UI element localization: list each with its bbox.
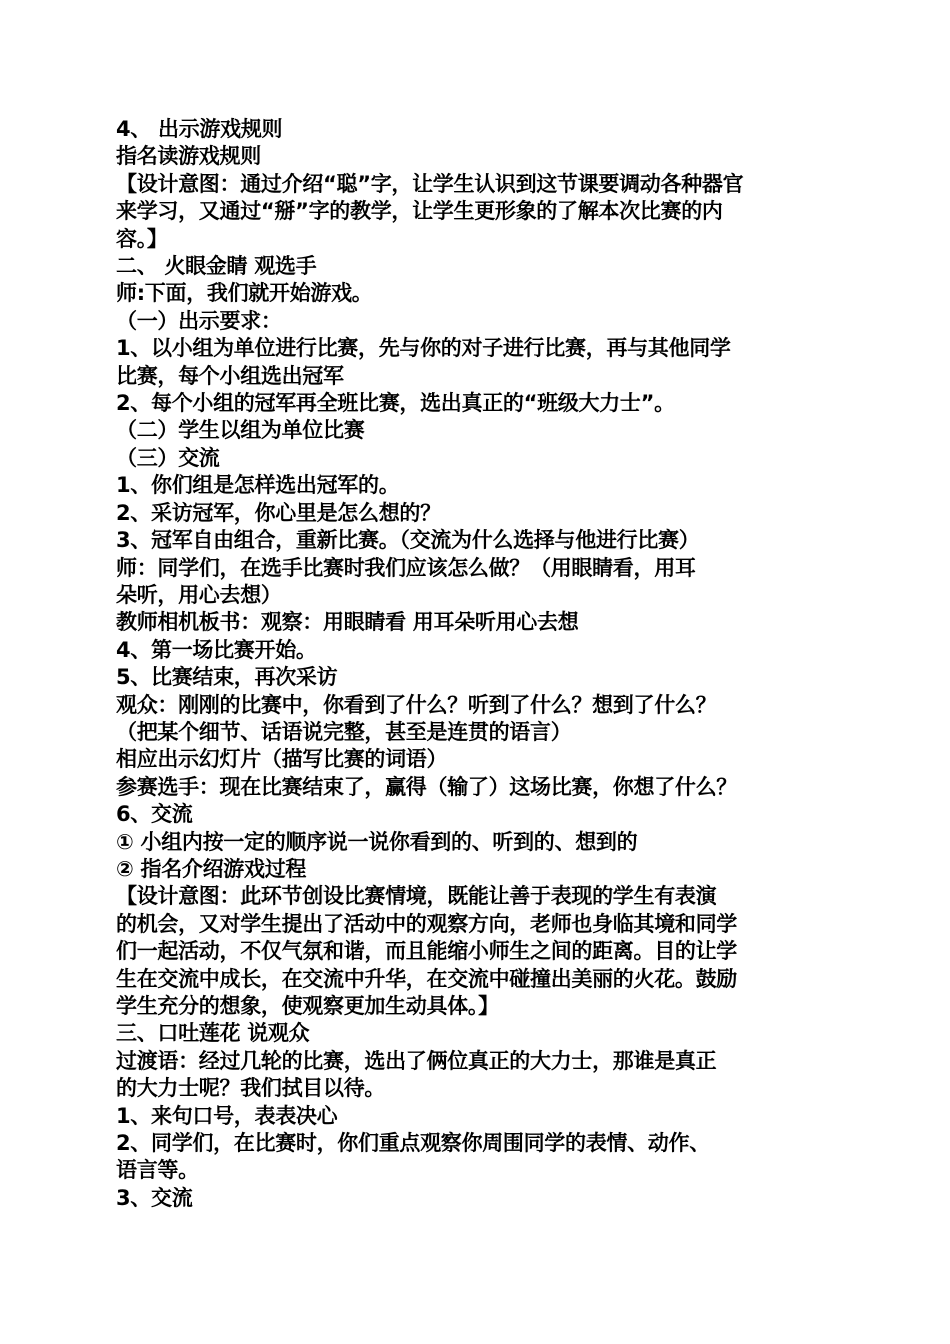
text-line: （一）出示要求： [116,308,282,333]
text-line: 生在交流中成长，在交流中升华，在交流中碰撞出美丽的火花。鼓励 [116,966,737,991]
text-line: 比赛，每个小组选出冠军 [116,363,344,388]
text-line: 的大力士呢？我们拭目以待。 [116,1076,386,1101]
text-line: 学生充分的想象，使观察更加生动具体。】 [116,994,499,1018]
text-line: 过渡语：经过几轮的比赛，选出了俩位真正的大力士，那谁是真正 [116,1048,717,1073]
text-line: 师:下面，我们就开始游戏。 [116,281,373,306]
document-body [116,116,846,1212]
text-line: 1、你们组是怎样选出冠军的。 [116,473,400,498]
text-line: 三、口吐莲花 说观众 [116,1021,310,1046]
text-line: 6、交流 [116,802,193,827]
text-line: 2、采访冠军，你心里是怎么想的？ [116,500,441,525]
text-line: 的机会，又对学生提出了活动中的观察方向，老师也身临其境和同学 [116,911,737,936]
text-line: ① 小组内按一定的顺序说一说你看到的、听到的、想到的 [116,829,638,854]
text-line: 2、每个小组的冠军再全班比赛，选出真正的“班级大力士”。 [116,391,675,416]
text-line: 【设计意图：此环节创设比赛情境，既能让善于表现的学生有表演 [116,884,717,909]
text-line: （二）学生以组为单位比赛 [116,418,365,443]
text-line: ② 指名介绍游戏过程 [116,856,307,881]
text-line: 师：同学们，在选手比赛时我们应该怎么做？（用眼睛看，用耳 [116,555,696,580]
text-line: 朵听，用心去想） [116,582,282,607]
text-line: 参赛选手：现在比赛结束了，赢得（输了）这场比赛，你想了什么？ [116,774,737,799]
text-line: 4、第一场比赛开始。 [116,637,317,662]
text-line: 3、冠军自由组合，重新比赛。（交流为什么选择与他进行比赛） [116,528,700,553]
text-line: 【设计意图：通过介绍“聪”字，让学生认识到这节课要调动各种器官 [116,171,744,196]
text-line: 3、交流 [116,1185,193,1210]
text-line: 1、来句口号，表表决心 [116,1103,338,1128]
text-line: 们一起活动，不仅气氛和谐，而且能缩小师生之间的距离。目的让学 [116,939,737,964]
text-line: （把某个细节、话语说完整，甚至是连贯的语言） [116,719,572,744]
text-line: 2、同学们，在比赛时，你们重点观察你周围同学的表情、动作、 [116,1131,710,1156]
text-line: 教师相机板书：观察：用眼睛看 用耳朵听用心去想 [116,610,579,635]
text-line: 语言等。 [116,1158,199,1183]
text-line: 观众：刚刚的比赛中，你看到了什么？听到了什么？想到了什么？ [116,692,717,717]
text-line: 1、以小组为单位进行比赛，先与你的对子进行比赛，再与其他同学 [116,336,731,361]
text-line: 容。】 [116,226,168,251]
text-line: （三）交流 [116,445,220,470]
text-line: 指名读游戏规则 [116,144,261,169]
text-line: 5、比赛结束，再次采访 [116,665,338,690]
text-line: 相应出示幻灯片（描写比赛的词语） [116,747,448,772]
text-line: 4、 出示游戏规则 [116,117,283,141]
text-line: 来学习，又通过“掰”字的教学，让学生更形象的了解本次比赛的内 [116,199,723,224]
text-line: 二、 火眼金睛 观选手 [116,254,317,279]
